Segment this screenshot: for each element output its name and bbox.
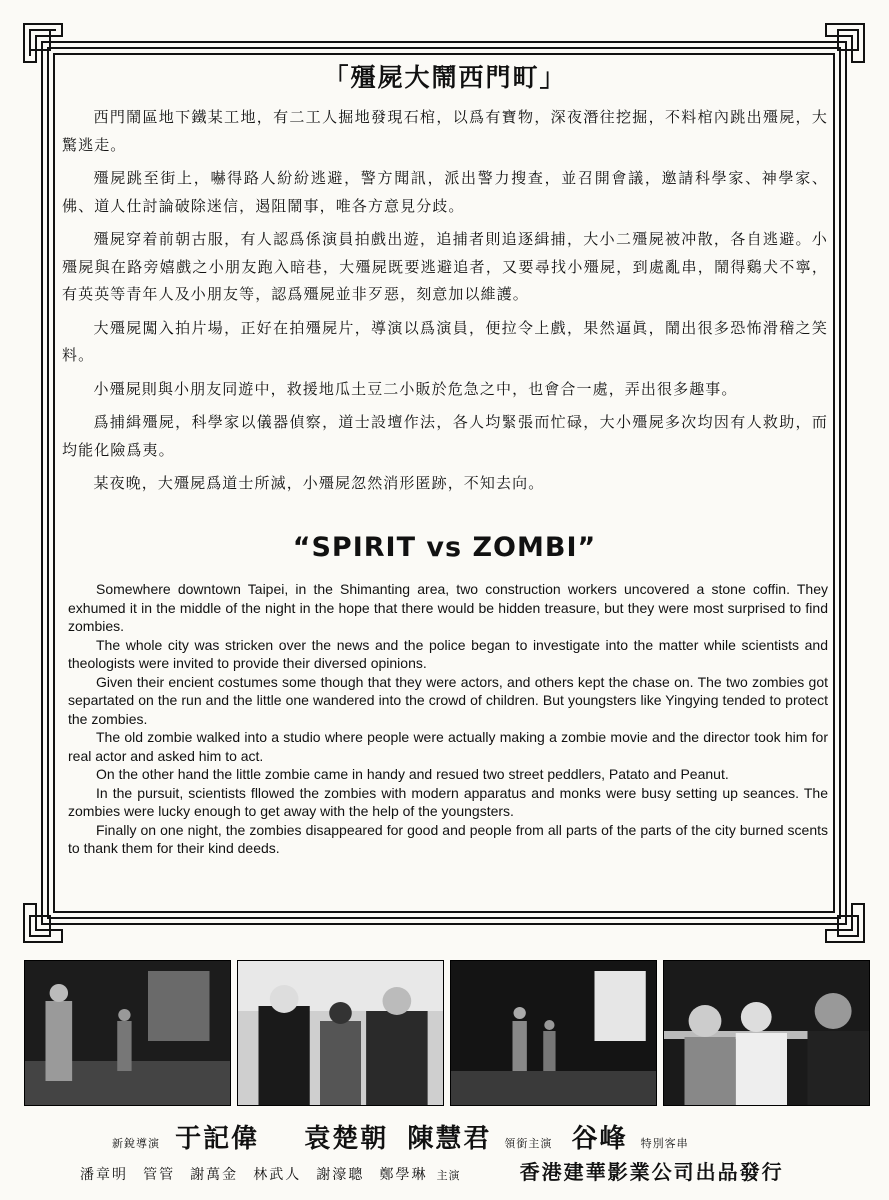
production-company: 香港建華影業公司出品發行 bbox=[519, 1160, 784, 1184]
english-section bbox=[68, 580, 828, 858]
chinese-paragraph: 小殭屍則與小朋友同遊中，救援地瓜土豆二小販於危急之中，也會合一處，弄出很多趣事。 bbox=[93, 379, 738, 398]
cast-label: 主演 bbox=[436, 1169, 461, 1182]
lead-label: 領銜主演 bbox=[504, 1137, 553, 1150]
still-photo-street bbox=[24, 960, 231, 1106]
english-title: “SPIRIT vs ZOMBI” bbox=[292, 532, 597, 563]
english-paragraph: Given their encient costumes some though that they were actors, and others kept the chase on. The two zombies got separtated on the run and the little one wandered into the crowd of children. But youngsters like Yingying tended to protect the zombies. bbox=[68, 673, 828, 727]
chinese-paragraph: 西門鬧區地下鐵某工地，有二工人掘地發現石棺，以爲有寶物，深夜潛往挖掘，不料棺內跳出殭屍，大驚逃走。 bbox=[62, 108, 828, 154]
english-paragraph: Finally on one night, the zombies disappeared for good and people from all parts of the parts of the city burned scents to thank them for their kind deeds. bbox=[68, 821, 828, 856]
director-label: 新銳導演 bbox=[112, 1137, 160, 1150]
english-paragraph: In the pursuit, scientists fllowed the zombies with modern apparatus and monks were busy setting up seances. The zombies were lucky enough to get away with the help of the youngsters. bbox=[68, 784, 828, 819]
chinese-title: 「殭屍大鬧西門町」 bbox=[323, 63, 567, 92]
still-photo-children bbox=[663, 960, 870, 1106]
credits-row-cast bbox=[80, 1156, 784, 1185]
cast-member: 管管 bbox=[143, 1167, 176, 1183]
chinese-paragraph: 爲捕緝殭屍，科學家以儀器偵察，道士設壇作法，各人均緊張而忙碌，大小殭屍多次均因有人救助，而均能化險爲夷。 bbox=[62, 413, 828, 459]
still-photo-group bbox=[237, 960, 444, 1106]
chinese-paragraph: 殭屍穿着前朝古服，有人認爲係演員拍戲出遊，追捕者則追逐緝捕，大小二殭屍被冲散，各自逃避。小殭屍與在路旁嬉戲之小朋友跑入暗巷，大殭屍既要逃避追者，又要尋找小殭屍，到處亂串，鬧得鷄犬不寧，有英英等青年人及小朋友等，認爲殭屍並非歹惡，刻意加以維護。 bbox=[62, 230, 828, 303]
cast-member: 謝萬金 bbox=[190, 1167, 239, 1183]
chinese-paragraph: 大殭屍闖入拍片場，正好在拍殭屍片，導演以爲演員，便拉令上戲，果然逼眞，鬧出很多恐怖滑稽之笑料。 bbox=[62, 318, 828, 364]
lead-actor-1: 袁楚朝 bbox=[304, 1124, 389, 1154]
guest-star: 谷峰 bbox=[571, 1124, 628, 1154]
film-stills bbox=[24, 960, 870, 1104]
cast-member: 謝濠聰 bbox=[316, 1167, 365, 1183]
english-paragraph: Somewhere downtown Taipei, in the Shimanting area, two construction workers uncovered a stone coffin. They exhumed it in the middle of the night in the hope that there would be hidden treasure, but they were most surprised to find zombies. bbox=[68, 581, 828, 634]
still-photo-night-alley bbox=[450, 960, 657, 1106]
chinese-paragraph: 殭屍跳至街上，嚇得路人紛紛逃避，警方聞訊，派出警力搜查，並召開會議，邀請科學家、神學家、佛、道人仕討論破除迷信，遏阻鬧事，唯各方意見分歧。 bbox=[62, 169, 828, 215]
lead-actor-2: 陳慧君 bbox=[407, 1124, 492, 1154]
credits-row-main bbox=[112, 1118, 689, 1155]
english-paragraph: The old zombie walked into a studio where people were actually making a zombie movie and the director took him for real actor and asked him to act. bbox=[68, 729, 828, 764]
cast-member: 鄭學琳 bbox=[379, 1167, 428, 1183]
english-paragraph: On the other hand the little zombie came in handy and resued two street peddlers, Patato and Peanut. bbox=[96, 766, 729, 782]
chinese-paragraph: 某夜晚，大殭屍爲道士所滅，小殭屍忽然消形匿跡，不知去向。 bbox=[93, 474, 545, 492]
chinese-section bbox=[62, 58, 828, 504]
cast-member: 潘章明 bbox=[80, 1167, 128, 1183]
english-paragraph: The whole city was stricken over the news and the police began to investigate into the matter while scientists and theologists were invited to provide their diversed opinions. bbox=[68, 636, 828, 671]
guest-label: 特別客串 bbox=[640, 1137, 689, 1150]
english-title-wrap bbox=[0, 532, 889, 563]
director-name: 于記偉 bbox=[175, 1124, 260, 1154]
cast-member: 林武人 bbox=[253, 1167, 302, 1183]
